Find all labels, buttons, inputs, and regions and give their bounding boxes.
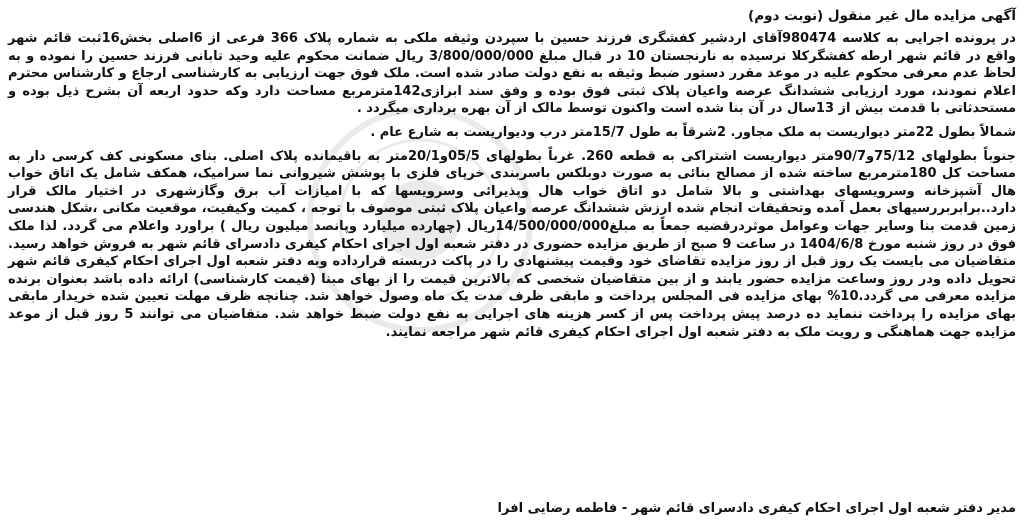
notice-signature: مدیر دفتر شعبه اول اجرای احکام کیفری دادسرای قائم شهر - فاطمه رضایی افرا — [497, 501, 1016, 516]
notice-paragraph-boundaries-north-east: شمالاً بطول 22متر دیواریست به ملک مجاور. 2شرقاً به طول 15/7متر درب ودیواریست به شارع عام . — [370, 124, 1016, 140]
notice-paragraph-auction-terms: جنوباً بطولهای 75/12و90/7متر دیواریست اشتراکی به قطعه 260. غرباً بطولهای 05/5و20/1متر به باقیمانده پلاک اصلی. بنای مسکونی کف کرسی دار به مساحت کل 180مترمربع ساخته شده از مصالح بنائی به صورت دوبلکس باسربندی خرپای فلزی با پوشش شیروانی نما سرامیک، همکف شامل یک اتاق خواب هال آشپزخانه وسرویسهای بهداشتی و بالا شامل دو اتاق خواب هال وپذیرائی وسرویسها که با امیازات آب برق وگازشهری در اختیار مالک قرار دارد..برابربررسیهای بعمل آمده وتحقیقات انجام شده ارزش ششدانگ عرصه واعیان پلاک ثبتی موصوف با توجه ، کمیت وکیفیت، موقعیت مکانی ،شکل هندسی زمین قدمت بنا وسایر جهات وعوامل موثردرقضیه جمعاً به مبلغ14/500/000/000ریال (چهارده میلیارد وپانصد میلیون ریال ) براورد واعلام می گردد. لذا ملک فوق در روز شنبه مورخ 1404/6/8 در ساعت 9 صبح از طریق مزایده حضوری در دفتر شعبه اول اجرای احکام کیفری دادسرای قائم شهر به فروش خواهد رسید. متقاضیان می بایست یک روز قبل از روز مزایده تقاضای خود وقیمت پیشنهادی را در پاکت دربسته قرارداده وبه دفتر شعبه اول اجرای احکام کیفری قائم شهر تحویل داده ودر روز وساعت مزایده حضور یابند و از بین متقاضیان شخصی که بالاترین قیمت را از بهای مبنا (قیمت کارشناسی) ارائه داده باشد بعنوان برنده مزایده معرفی می گردد.10% بهای مزایده فی المجلس پرداخت و مابقی ظرف مدت یک ماه وصول خواهد شد. چنانچه ظرف مهلت تعیین شده خریدار مابقی بهای مزایده را پرداخت ننماید ده درصد پیش پرداخت پس از کسر هزینه های اجرایی به نفع دولت ضبط خواهد شد. متقاضیان می توانند 5 روز قبل از موعد مزایده جهت هماهنگی و رویت ملک به دفتر شعبه اول اجرای احکام کیفری قائم شهر مراجعه نمایند. — [8, 148, 1017, 340]
notice-title: آگهی مزایده مال غیر منقول (نوبت دوم) — [748, 8, 1016, 24]
notice-paragraph-case-details: در پرونده اجرایی به کلاسه 980474آقای اردشیر کفشگری فرزند حسین با سپردن وثیقه ملکی به شماره پلاک 366 فرعی از 6اصلی بخش16ثبت قائم شهر واقع در قائم شهر ارطه کفشگرکلا نرسیده به نارنجستان 10 در قبال مبلغ 3/800/000/000 ریال ضمانت محکوم علیه وحید تابانی فرزند حسین را نموده و به لحاظ عدم معرفی محکوم علیه در موعد مقرر دستور ضبط وثیقه به نفع دولت صادر شده است. ملک فوق جهت ارزیابی به کارشناسی ارجاع و کارشناس محترم اعلام نمودند، مورد ارزیابی ششدانگ عرصه واعیان پلاک ثبتی فوق بوده و وفق سند ابرازی142مترمربع مساحت دارد وکه حدود اربعه آن بشرح ذیل بوده و مستحدثاتی با قدمت بیش از 13سال در آن بنا شده است واکنون توسط مالک از آن بهره برداری میگردد . — [8, 31, 1016, 117]
